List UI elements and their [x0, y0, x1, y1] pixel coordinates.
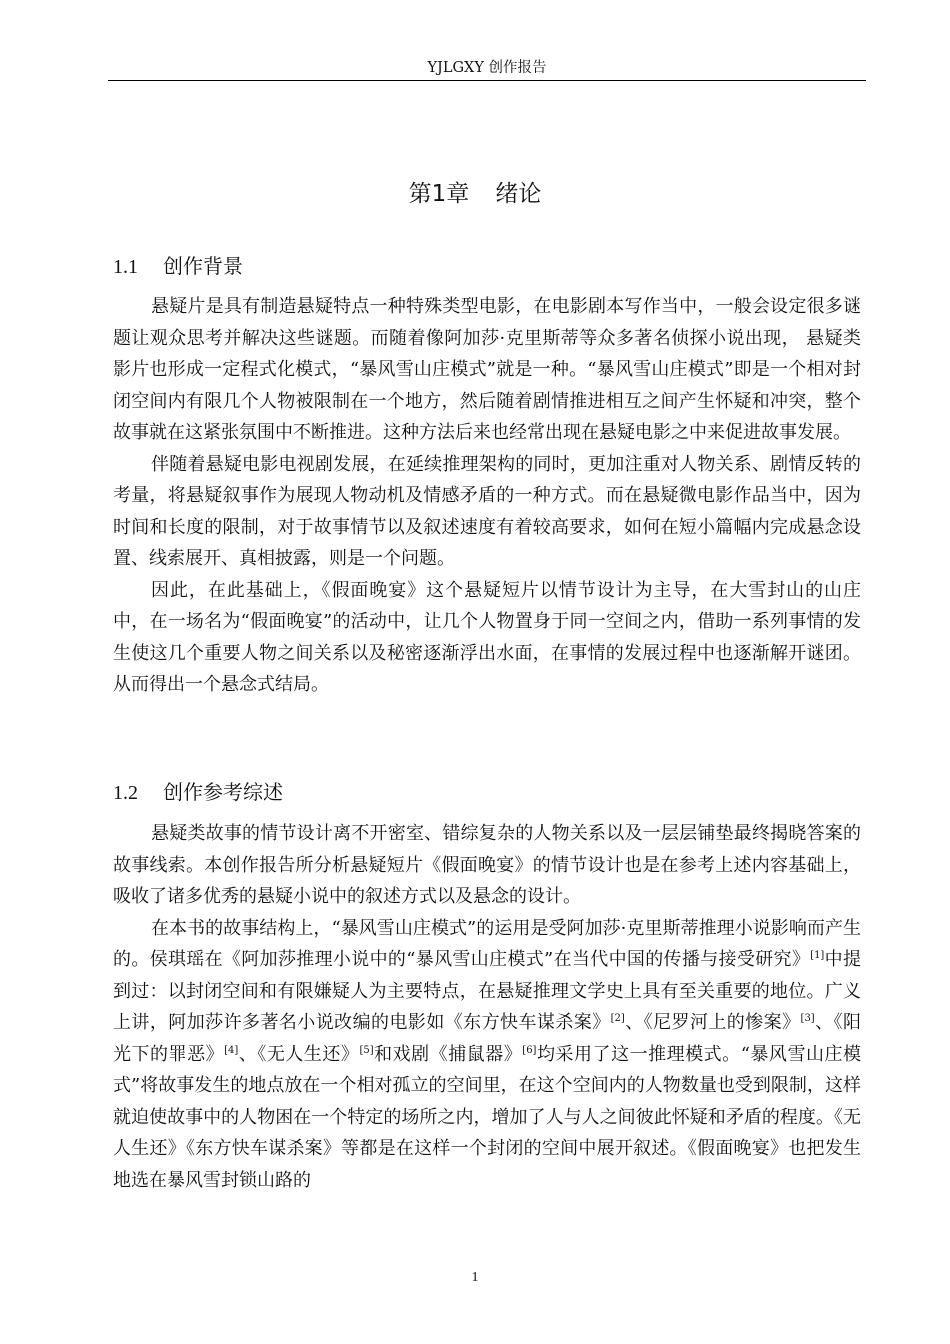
- header-text: YJLGXY 创作报告: [427, 60, 547, 76]
- chapter-name: 绪论: [495, 181, 542, 207]
- section-number: 1.1: [113, 256, 138, 278]
- chapter-title: [0, 178, 950, 210]
- citation-ref: [5]: [359, 1044, 374, 1056]
- paragraph-with-citations: [113, 913, 861, 1197]
- text-run: 、《尼罗河上的惨案》: [624, 1012, 801, 1033]
- citation-ref: [1]: [810, 950, 825, 961]
- section-heading-1-2: [113, 777, 283, 808]
- section-1-1-body: [113, 291, 861, 701]
- chapter-number: 第1章: [408, 181, 470, 207]
- citation-ref: [3]: [800, 1013, 815, 1024]
- section-title: 创作参考综述: [163, 780, 283, 804]
- text-run: 在本书的故事结构上，“暴风雪山庄模式”的运用是受阿加莎·克里斯蒂推理小说影响而产生的。侯琪瑶在《阿加莎推理小说中的“暴风雪山庄模式”在当代中国的传播与接受研究》: [113, 917, 861, 970]
- text-run: 、《阳光下的罪恶》: [113, 1012, 862, 1065]
- paragraph: 悬疑片是具有制造悬疑特点一种特殊类型电影，在电影剧本写作当中，一般会设定很多谜题让观众思考并解决这些谜题。而随着像阿加莎·克里斯蒂等众多著名侦探小说出现， 悬疑类影片也形成一定程式化模式，“暴风雪山庄模式”就是一种。“暴风雪山庄模式”即是一个相对封闭空间内有限几个人物被限制在一个地方，然后随着剧情推进相互之间产生怀疑和冲突，整个故事就在这紧张氛围中不断推进。这种方法后来也经常出现在悬疑电影之中来促进故事发展。: [113, 296, 861, 443]
- paragraph: 悬疑类故事的情节设计离不开密室、错综复杂的人物关系以及一层层铺垫最终揭晓答案的故事线索。本创作报告所分析悬疑短片《假面晚宴》的情节设计也是在参考上述内容基础上，吸收了诸多优秀的悬疑小说中的叙述方式以及悬念的设计。: [113, 823, 861, 907]
- text-run: 、《无人生还》: [238, 1043, 360, 1065]
- text-run: 和戏剧《捕鼠器》: [373, 1043, 523, 1065]
- citation-ref: [4]: [224, 1044, 239, 1056]
- section-title: 创作背景: [163, 254, 243, 278]
- section-1-2-body: [113, 818, 861, 1196]
- page-number: 1: [471, 1270, 479, 1285]
- page-header: [108, 56, 866, 81]
- section-heading-1-1: [113, 251, 243, 282]
- section-number: 1.2: [113, 782, 138, 804]
- citation-ref: [2]: [610, 1013, 625, 1024]
- paragraph: 伴随着悬疑电影电视剧发展，在延续推理架构的同时，更加注重对人物关系、剧情反转的考量，将悬疑叙事作为展现人物动机及情感矛盾的一种方式。而在悬疑微电影作品当中，因为时间和长度的限制，对于故事情节以及叙述速度有着较高要求，如何在短小篇幅内完成悬念设置、线索展开、真相披露，则是一个问题。: [113, 453, 861, 569]
- text-run: 中提到过：以封闭空间和有限嫌疑人为主要特点，在悬疑推理文学史上具有至关重要的地位。广义上讲，阿加莎许多著名小说改编的电影如《东方快车谋杀案》: [113, 949, 861, 1033]
- paragraph: 因此，在此基础上，《假面晚宴》这个悬疑短片以情节设计为主导，在大雪封山的山庄中，在一场名为“假面晚宴”的活动中，让几个人物置身于同一空间之内，借助一系列事情的发生使这几个重要人物之间关系以及秘密逐渐浮出水面，在事情的发展过程中也逐渐解开谜团。从而得出一个悬念式结局。: [113, 579, 861, 695]
- text-run: 均采用了这一推理模式。“暴风雪山庄模式”将故事发生的地点放在一个相对孤立的空间里，在这个空间内的人物数量也受到限制，这样就迫使故事中的人物困在一个特定的场所之内，增加了人与人之间彼此怀疑和矛盾的程度。《无人生还》《东方快车谋杀案》等都是在这样一个封闭的空间中展开叙述。《假面晚宴》也把发生地选在暴风雪封锁山路的: [113, 1043, 862, 1191]
- citation-ref: [6]: [522, 1044, 537, 1056]
